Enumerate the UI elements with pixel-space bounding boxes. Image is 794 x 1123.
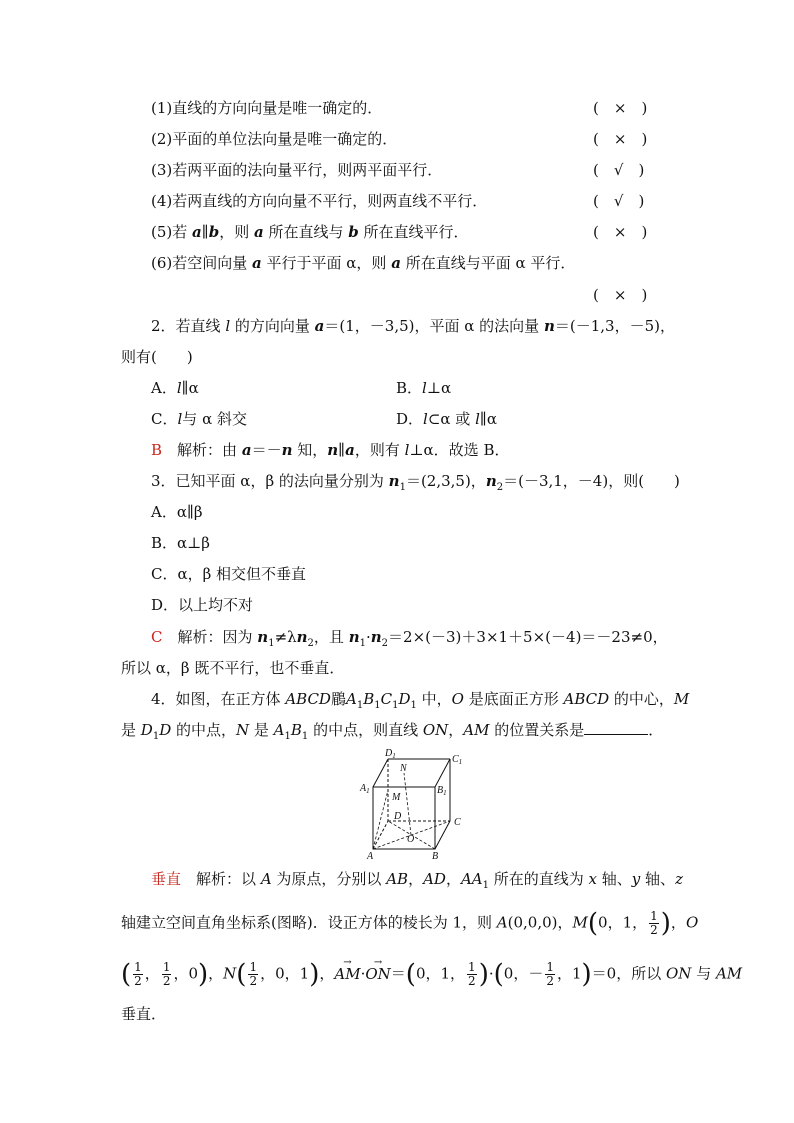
q3-answer: C	[151, 628, 163, 646]
q2-option-d: D．l⊂α 或 l∥α	[396, 410, 497, 428]
svg-text:A: A	[367, 851, 374, 862]
q2-stem: 2．若直线 l 的方向向量 a＝(1，－3,5)，平面 α 的法向量 n＝(－1,3，－5)，	[151, 317, 675, 335]
judge-item-6: (6)若空间向量 a 平行于平面 α，则 a 所在直线与平面 α 平行．	[151, 254, 576, 272]
q3-option-b: B．α⊥β	[151, 534, 210, 552]
judge-item-3: (3)若两平面的法向量平行，则两平面平行．	[151, 161, 443, 179]
q4-solution-4: 垂直．	[121, 1005, 167, 1023]
svg-text:M: M	[392, 792, 401, 803]
judge-mark-4: ( √ )	[593, 192, 645, 210]
judge-item-4: (4)若两直线的方向向量不平行，则两直线不平行．	[151, 192, 488, 210]
judge-mark-3: ( √ )	[593, 161, 645, 179]
svg-text:O: O	[407, 834, 415, 845]
judge-item-1: (1)直线的方向向量是唯一确定的．	[151, 99, 383, 117]
judge-item-2: (2)平面的单位法向量是唯一确定的．	[151, 130, 398, 148]
svg-text:B1: $B_1$	[437, 785, 447, 797]
q3-stem: 3．已知平面 α，β 的法向量分别为 $n_1=(2,3,5)$，$n_2=(-3,1$，－4)，则( )	[151, 472, 680, 493]
judge-mark-2: ( × )	[593, 130, 648, 148]
q2-stem-2: 则有( )	[121, 348, 193, 366]
svg-text:D1: $D_1$	[385, 748, 396, 760]
svg-text:B: B	[432, 851, 439, 862]
svg-text:C1: $C_1$	[452, 754, 463, 766]
q4-solution-2: 轴建立空间直角坐标系(图略)．设正方体的棱长为 1，则 A(0,0,0)，M(0，1， $\frac{1}{2}$ )，O	[121, 908, 699, 939]
cube-figure	[355, 745, 475, 863]
judge-item-5: (5)若 a∥b，则 a 所在直线与 b 所在直线平行．	[151, 223, 469, 241]
q3-option-d: D．以上均不对	[151, 596, 254, 614]
svg-text:A1: $A_1$	[360, 783, 370, 795]
q3-analysis: C 解析：因为 $n_1\ne\lambda n_2$，且 $n_1\cdot n_2=2\times(-3)+3\times 1+5\times(-4)=-23\ne 0$，	[151, 628, 668, 649]
q3-option-a: A．α∥β	[151, 503, 203, 521]
q4-solution-3: ( $\frac{1}{2}$ ， $\frac{1}{2}$ ，0)，N( $\frac{1}{2}$ ，0，1)，→ AM·→ ON＝(0，1， $\frac{1}{2}$ )·(0，－ $\frac{1}{2}$ ，1)＝0，所以 ON 与 AM	[121, 961, 742, 988]
q2-option-a: A．l∥α	[151, 379, 199, 397]
q3-option-c: C．α，β 相交但不垂直	[151, 565, 307, 583]
q2-answer: B	[151, 441, 163, 459]
q4-stem: 4．如图，在正方体 ABCD﻿﻿鶥$A_1B_1C_1D_1$ 中，O 是底面正方形 ABCD 的中心，M	[151, 690, 690, 711]
svg-text:N: N	[400, 763, 407, 774]
answer-blank	[584, 720, 648, 735]
q4-stem-2: 是 $D_1D$ 的中点，N 是 $A_1B_1$ 的中点，则直线 ON，AM 的位置关系是 ．	[121, 721, 664, 742]
q2-option-b: B．l⊥α	[396, 379, 452, 397]
judge-mark-1: ( × )	[593, 99, 648, 117]
q2-analysis: B 解析：由 a＝－n 知，n∥a，则有 l⊥α．故选 B．	[151, 441, 510, 459]
q2-option-c: C．l与 α 斜交	[151, 410, 247, 428]
svg-text:C: C	[454, 817, 461, 828]
q4-answer: 垂直	[151, 870, 182, 888]
svg-text:D: D	[394, 811, 402, 822]
judge-mark-5: ( × )	[593, 223, 648, 241]
q4-solution-1: 垂直 解析：以 A 为原点，分别以 AB，AD，$AA_1$ 所在的直线为 x 轴、y 轴、z	[151, 870, 683, 891]
q3-analysis-2: 所以 α，β 既不平行，也不垂直．	[121, 659, 345, 677]
judge-mark-6: ( × )	[593, 286, 648, 304]
